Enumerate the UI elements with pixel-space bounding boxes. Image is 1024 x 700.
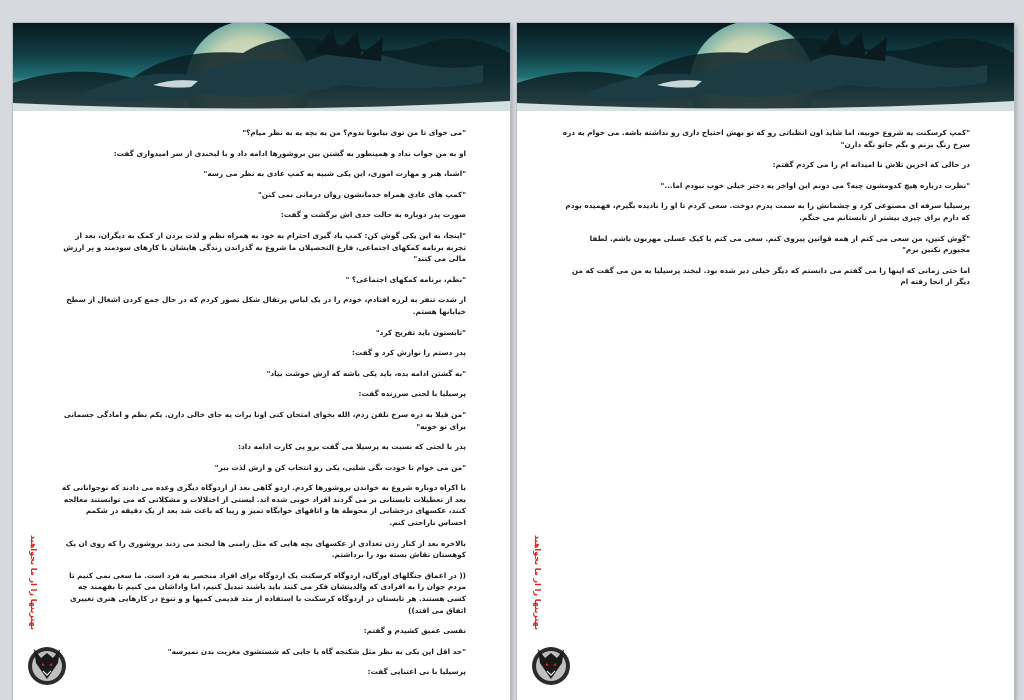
paragraph: (( در اعماق جنگلهای اورگان، اردوگاه کرسکنت یک اردوگاه برای افراد منحصر به فرد است. ما سعی نمی کنیم تا مردم جوان را به افرادی که والدینشان فکر می کنند باید باشند تبدیل کنیم، اما واداشان می کنیم تا بفهمند چه کسی هستند. هر تابستان در اردوگاه کرسکنت با استفاده از متد قدیمی کمپها و و تنوع در کارهایی هنری تغییری اتفاق می افتد)) [69,570,466,615]
dragon-banner-image [13,23,510,111]
paragraph: "نظم، برنامه کمکهای اجتماعی؟ " [345,274,466,284]
sidebar-watermark-text: بهترینها را از ما بخواهید [533,535,542,630]
paragraph: "کمپ های عادی همراه خدماتشون روان درمانی نمی کنن" [257,189,466,199]
paragraph: پرسیلیا سرفه ای مصنوعی کرد و چشمانش را به سمت پدرم دوخت. سعی کردم تا او را نادیده بگیرم، فهمیده بودم که دارم برای چیزی بیشتر از تابستانم می جنگم. [565,201,970,222]
paragraph: "اینجا، به این یکی گوش کن: کمپ یاد گیری احترام به خود به همراه نظم و لذت بردن از کمک به دیگران، بعد از تجربه برنامه کمکهای اجتماعی، فارغ التحصیلان ما شروع به گذراندن زندگی هایشان با کارهای سودمند و پر ارزش مالی می کنند" [63,230,466,264]
wolf-medallion-icon [527,641,575,689]
page-header-banner [517,23,1014,111]
paragraph: صورت پدر دوباره به حالت جدی اش برگشت و گفت: [280,210,466,220]
paragraph: پدر با لحنی که نسبت به پرسیلا می گفت برو پی کارت ادامه داد: [238,442,466,452]
document-page-1 [13,23,510,700]
paragraph: "به گشتن ادامه بده، باید یکی باشه که ازش خوشت بیاد" [266,368,466,378]
paragraph: "می خوای تا من توی بیابونا بدوم؟ من یه بچه یه به نظر میام؟" [242,128,466,137]
document-page-2 [517,23,1014,700]
wolf-medallion-icon [23,641,71,689]
paragraph: "من می خوام تا خودت بگی شلبی، یکی رو انتخاب کن و ازش لذت ببر" [214,462,466,472]
paragraph: "من قبلا به دره سرخ تلفن زدم، الله بخوای امتحان کنی اونا برات یه جای خالی دارن. یکم نظم و امادگی جسمانی برای تو خوبه" [63,409,466,431]
sidebar-watermark-text: بهترینها را از ما بخواهید [29,535,38,630]
paragraph: از شدت تنفر به لرزه افتادم، خودم را در یک لباس پرتقال شکل تصور کردم که در حال جمع کردن اشغال از سطح خیابانها هستم. [66,295,466,316]
paragraph: پدر دستم را نوازش کرد و گفت: [351,348,466,358]
paragraph: پرسیلیا با بی اعتنایی گفت: [367,667,466,677]
paragraph: "نظرت درباره هیچ کدومشون چیه؟ می دونم این اواخر یه دختر خیلی خوب نبودم اما..." [660,180,970,190]
page-header-banner [13,23,510,111]
paragraph: در حالی که اخرین تلاش نا امیدانه ام را می کردم گفتم: [772,160,970,170]
paragraph: اما حتی زمانی که اینها را می گفتم می دانستم که دیگر خیلی دیر شده بود. لبخند پرسیلیا به من می گفت که من دیگر از انجا رفته ام [571,265,970,287]
paragraph: "حد اقل این یکی به نظر مثل شکنجه گاه یا جایی که شستشوی مغزیت بدن نمیرسه" [167,646,466,656]
paragraph: بالاخره بعد از کنار زدن تعدادی از عکسهای بچه هایی که مثل زامبی ها لبخند می زدند بروشوری را که روی ان یک کوهستان نقاش بسته بود را برداشتم. [65,538,466,560]
paragraph: پرسیلیا با لحنی سرزنده گفت: [358,389,466,399]
page-text-body [57,127,466,677]
paragraph: با اکراه دوباره شروع به خواندن بروشورها کردم. اردو گاهی بعد از اردوگاه دیگری وعده می دادند که نوجوانانی که بعد از تعطیلات تابستانی بر می گردند افراد خوبی شده اند. لیستی از اختلالات و مشکلاتی که می توانستند معالجه کنند، عکسهای درخشانی از محوطه ها و اتاقهای خوابگاه تمیز و زیبا که باعث شد بعد از یک دقیقه در شکمم احساس ناراحتی کنم. [61,483,466,528]
dragon-banner-image [517,23,1014,111]
paragraph: نفسی عمیق کشیدم و گفتم: [363,626,466,636]
paragraph: او به من جواب نداد و همینطور به گشتن بین بروشورها ادامه داد و با لبخندی از سر امیدواری گفت: [113,148,466,158]
paragraph: "اشنا، هنر و مهارت اموزی، این یکی شبیه به کمپ عادی به نظر می رسه" [203,169,466,179]
paragraph: "تابستون باید تفریح کرد" [375,327,466,337]
paragraph: "کمپ کرسکنت یه شروع خوبیه، اما شاید اون انظباتی رو که تو بهش احتیاج داری رو نداشته باشه. می خوام به دره سرخ زنگ بزنم و بگم جاتو نگه دارن" [562,128,970,149]
paragraph: "گوش کنین، من سعی می کنم از همه قوانین پیروی کنم. سعی می کنم با کیک عسلی مهربون باشم. لطفا مجبورم نکنین برم" [589,233,970,255]
page-text-body [561,127,970,660]
